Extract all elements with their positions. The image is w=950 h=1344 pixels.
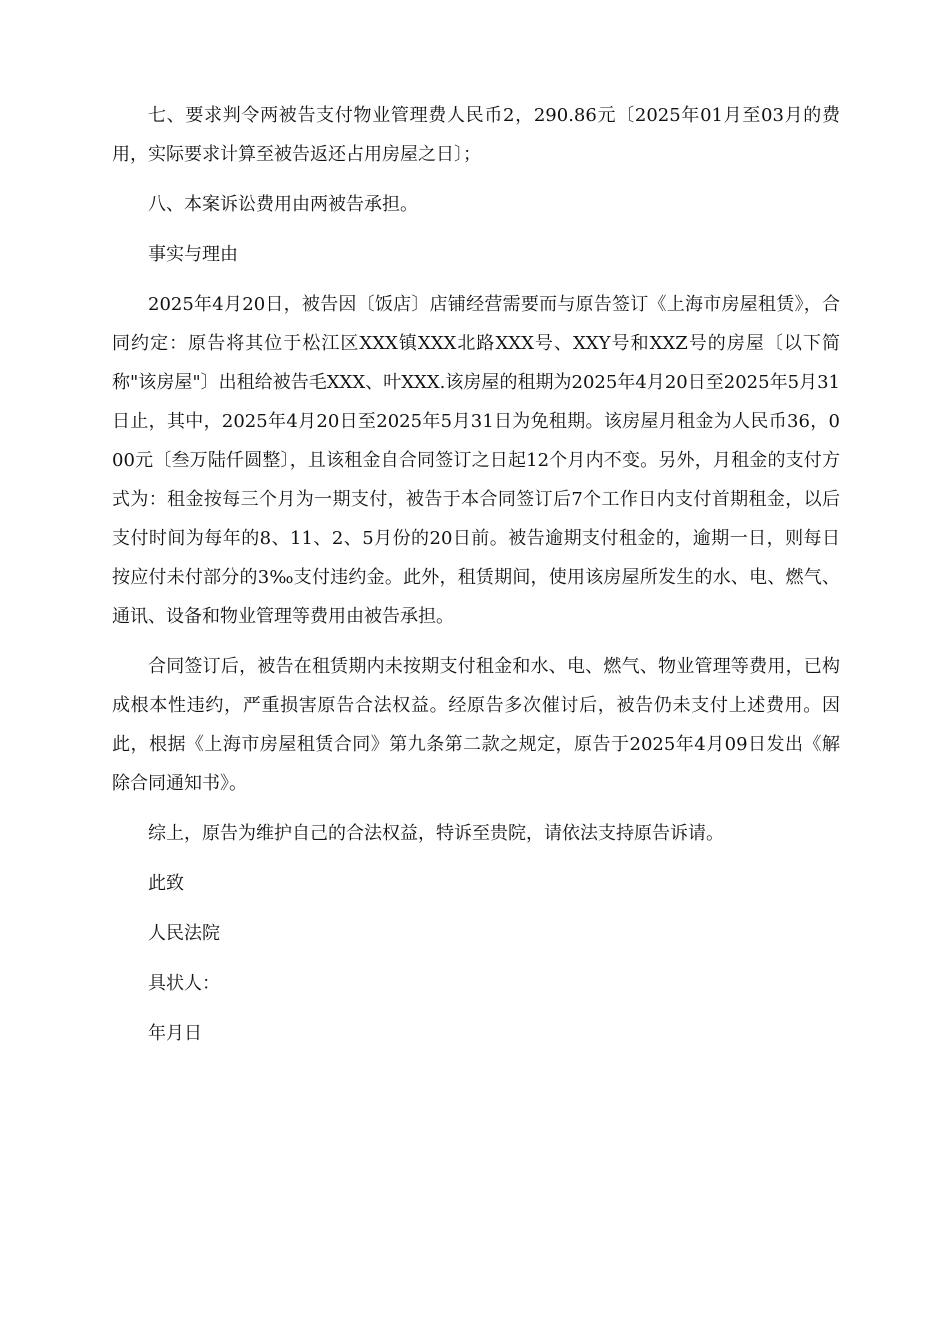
claim-item-8: 八、本案诉讼费用由两被告承担。 [148, 194, 418, 215]
closing-signer: 具状人： [148, 973, 220, 994]
facts-paragraph-2: 合同签订后，被告在租赁期内未按期支付租金和水、电、燃气、物业管理等费用，已构成根本性违约，严重损害原告合法权益。经原告多次催讨后，被告仍未支付上述费用。因此，根据《上海市房屋租赁合同》第九条第二款之规定，原告于2025年4月09日发出《解除合同通知书》。 [112, 656, 840, 794]
conclusion-paragraph: 综上，原告为维护自己的合法权益，特诉至贵院，请依法支持原告诉请。 [148, 823, 724, 844]
closing-court: 人民法院 [148, 923, 220, 944]
section-heading-facts: 事实与理由 [148, 244, 238, 265]
document-body [112, 96, 840, 1053]
closing-date: 年月日 [148, 1023, 202, 1044]
closing-salutation: 此致 [148, 873, 184, 894]
facts-paragraph-1: 2025年4月20日，被告因〔饭店〕店铺经营需要而与原告签订《上海市房屋租赁》，合同约定：原告将其位于松江区XXX镇XXX北路XXX号、XXY号和XXZ号的房屋〔以下简称"该房屋"〕出租给被告毛XXX、叶XXX.该房屋的租期为2025年4月20日至2025年5月31日止，其中，2025年4月20日至2025年5月31日为免租期。该房屋月租金为人民币36，000元〔叁万陆仟圆整〕，且该租金自合同签订之日起12个月内不变。另外，月租金的支付方式为：租金按每三个月为一期支付，被告于本合同签订后7个工作日内支付首期租金，以后支付时间为每年的8、11、2、5月份的20日前。被告逾期支付租金的，逾期一日，则每日按应付未付部分的3‰支付违约金。此外，租赁期间，使用该房屋所发生的水、电、燃气、通讯、设备和物业管理等费用由被告承担。 [112, 294, 840, 627]
claim-item-7: 七、要求判令两被告支付物业管理费人民币2，290.86元〔2025年01月至03月的费用，实际要求计算至被告返还占用房屋之日〕； [112, 105, 840, 165]
